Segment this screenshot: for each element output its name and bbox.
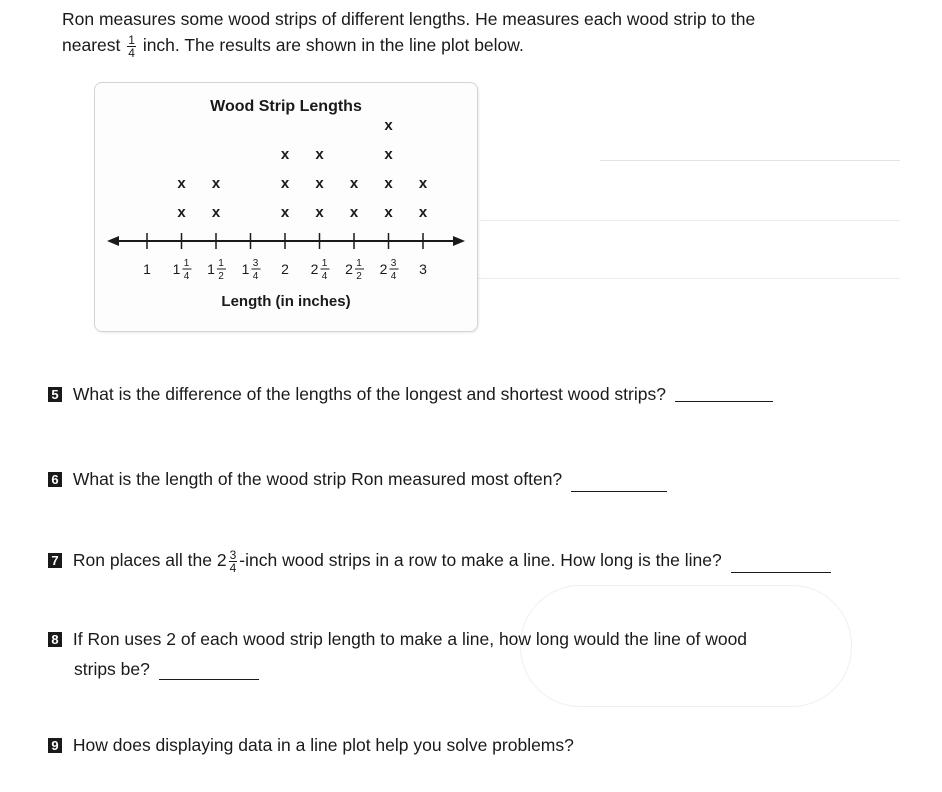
tick-label-whole: 2 (310, 261, 319, 277)
data-mark-x: x (177, 175, 186, 192)
data-mark-x: x (384, 204, 393, 221)
intro-line-2-start: nearest (62, 35, 121, 55)
data-mark-x: x (315, 175, 324, 192)
question-number-badge: 7 (48, 553, 62, 568)
tick-label-numerator: 1 (356, 258, 362, 269)
question-6 (48, 464, 667, 494)
question-number-badge: 6 (48, 472, 62, 487)
tick-label-numerator: 1 (183, 258, 190, 269)
axis-arrow-right (453, 236, 465, 246)
question-8-text-line-1: If Ron uses 2 of each wood strip length to make a line, how long would the line of wood (72, 629, 748, 649)
tick-label: 1 (143, 261, 151, 277)
data-mark-x: x (280, 146, 290, 163)
question-number-badge: 8 (48, 632, 62, 647)
tick-label-whole: 2 (345, 261, 353, 277)
tick-label: 2 (281, 261, 289, 277)
axis-arrow-left (107, 236, 119, 246)
tick-label-denominator: 4 (390, 271, 397, 282)
data-mark-x: x (349, 204, 359, 221)
question-7-text-end: -inch wood strips in a row to make a line. How long is the line? (239, 550, 722, 570)
tick-label-numerator: 1 (321, 258, 328, 269)
intro-line-2-end: inch. The results are shown in the line plot below. (142, 35, 524, 55)
question-5 (48, 379, 773, 409)
answer-blank[interactable] (159, 678, 259, 680)
data-mark-x: x (315, 204, 324, 221)
bleed-through (600, 150, 900, 161)
bleed-through (470, 268, 900, 279)
question-7-text-start: Ron places all the 2 (72, 550, 227, 570)
tick-label-numerator: 3 (252, 258, 259, 269)
question-8 (48, 624, 747, 684)
data-mark-x: x (211, 175, 221, 192)
tick-label-denominator: 2 (218, 271, 224, 282)
answer-blank[interactable] (675, 400, 773, 402)
tick-label-numerator: 3 (390, 258, 397, 269)
question-6-text: What is the length of the wood strip Ron measured most often? (72, 469, 563, 489)
data-mark-x: x (384, 117, 393, 134)
line-plot-card (94, 82, 478, 332)
tick-label-denominator: 2 (356, 271, 362, 282)
x-axis-label: Length (in inches) (221, 293, 351, 310)
question-8-text-line-2: strips be? (74, 659, 150, 679)
data-mark-x: x (280, 204, 290, 221)
data-mark-x: x (384, 175, 393, 192)
data-mark-x: x (418, 204, 428, 221)
data-mark-x: x (384, 146, 393, 163)
intro-line-1: Ron measures some wood strips of different lengths. He measures each wood strip to the (62, 9, 756, 29)
answer-blank[interactable] (571, 490, 667, 492)
question-9-text: How does displaying data in a line plot help you solve problems? (72, 735, 574, 755)
data-mark-x: x (349, 175, 359, 192)
data-mark-x: x (211, 204, 221, 221)
question-number-badge: 5 (48, 387, 62, 402)
data-mark-x: x (177, 204, 186, 221)
fraction-numerator: 3 (229, 547, 237, 562)
fraction-denominator: 4 (229, 560, 237, 575)
fraction-numerator: 1 (128, 32, 135, 47)
tick-label-denominator: 4 (252, 271, 259, 282)
question-9 (48, 730, 574, 760)
bleed-through (480, 210, 900, 221)
question-7 (48, 545, 831, 575)
tick-label-denominator: 4 (321, 271, 328, 282)
intro-line-2 (62, 32, 822, 59)
intro-paragraph (62, 6, 822, 59)
chart-title: Wood Strip Lengths (210, 98, 362, 115)
tick-label-whole: 1 (172, 261, 181, 277)
tick-label-whole: 1 (241, 261, 250, 277)
question-7-fraction (229, 549, 238, 574)
data-mark-x: x (315, 146, 324, 163)
answer-blank[interactable] (731, 571, 831, 573)
fraction-denominator: 4 (128, 45, 135, 60)
question-5-text: What is the difference of the lengths of the longest and shortest wood strips? (72, 384, 666, 404)
tick-label-numerator: 1 (218, 258, 224, 269)
tick-label-whole: 1 (207, 261, 215, 277)
question-number-badge: 9 (48, 738, 62, 753)
line-plot-chart (95, 83, 477, 331)
tick-label-whole: 2 (379, 261, 388, 277)
intro-fraction (127, 34, 136, 59)
data-mark-x: x (280, 175, 290, 192)
data-mark-x: x (418, 175, 428, 192)
tick-label-denominator: 4 (183, 271, 190, 282)
tick-label: 3 (419, 261, 427, 277)
question-8-line-2 (48, 654, 747, 684)
question-8-line-1 (48, 624, 747, 654)
